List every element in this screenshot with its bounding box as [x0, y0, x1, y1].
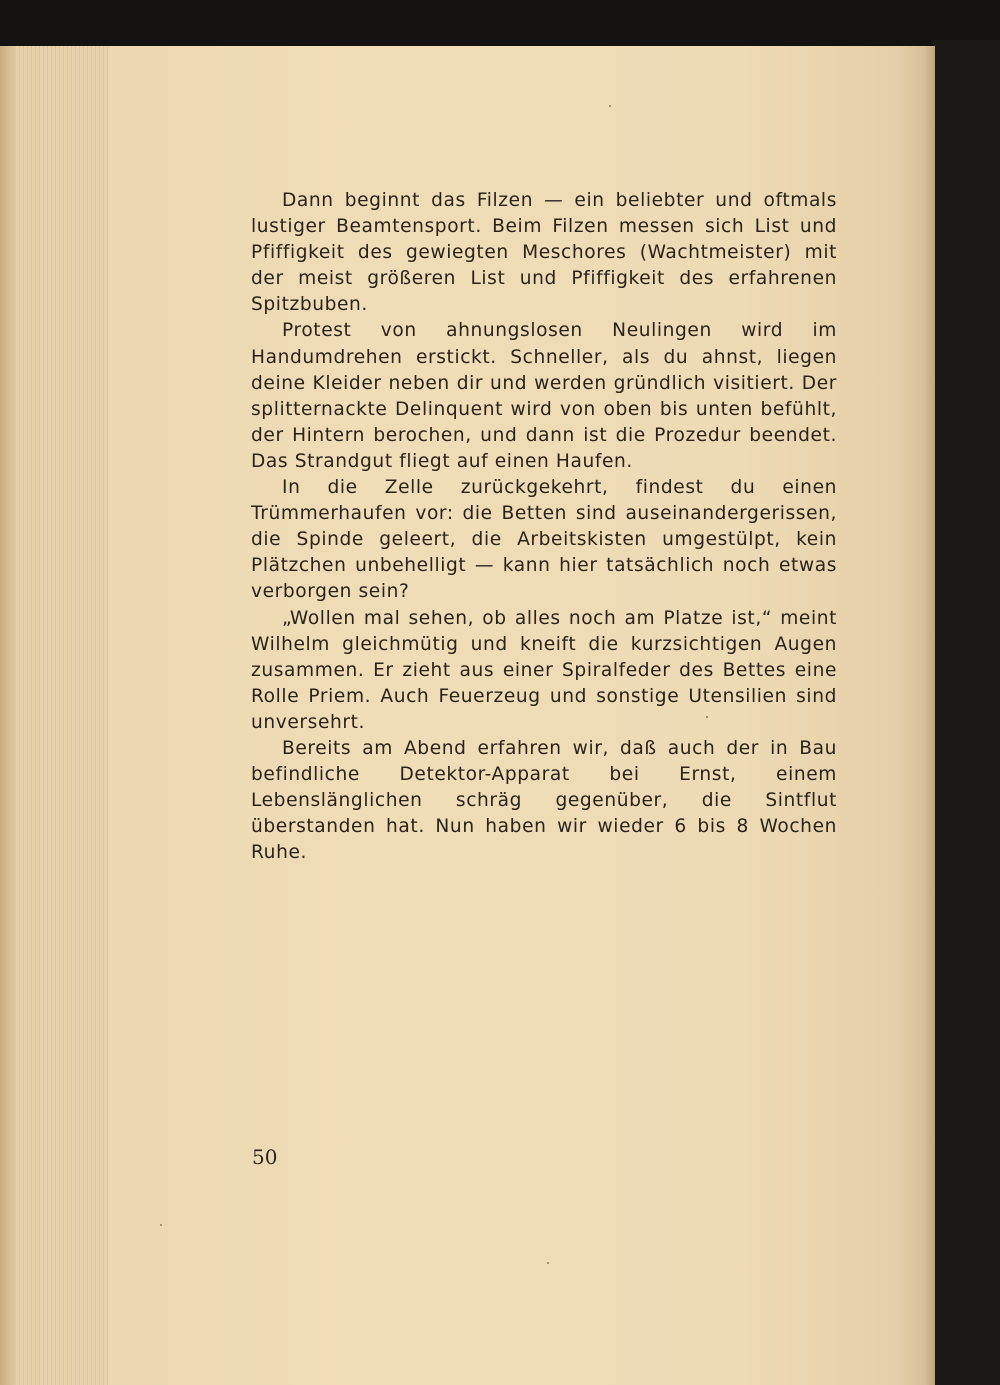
paragraph: Dann beginnt das Filzen — ein beliebter und oftmals lustiger Beamtensport. Beim Filzen messen sich List und Pfiffigkeit des gewiegten Meschores (Wachtmeister) mit der meist größeren List und Pfiffigkeit des erfahrenen Spitzbuben.: [251, 190, 837, 316]
page-edge-shadow: [0, 46, 16, 1385]
paragraph: Bereits am Abend erfahren wir, daß auch der in Bau befindliche Detektor-Apparat bei Ernst, einem Lebenslänglichen schräg gegenüber, die Sintflut überstanden hat. Nun haben wir wieder 6 bis 8 Wochen Ruhe.: [251, 737, 837, 864]
paper-speck: [609, 105, 611, 107]
page-number: 50: [252, 1145, 278, 1169]
book-cover-edge: [933, 40, 1000, 1385]
body-text: [251, 188, 837, 866]
stacked-page-edges: [0, 46, 110, 1385]
paragraph: In die Zelle zurückgekehrt, findest du einen Trümmerhaufen vor: die Betten sind auseinandergerissen, die Spinde geleert, die Arbeitskisten umgestülpt, kein Plätzchen unbehelligt — kann hier tatsächlich noch etwas verborgen sein?: [251, 477, 837, 603]
paper-speck: [547, 1262, 549, 1264]
paragraph: „Wollen mal sehen, ob alles noch am Platze ist,“ meint Wilhelm gleichmütig und kneift die kurzsichtigen Augen zusammen. Er zieht aus einer Spiralfeder des Bettes eine Rolle Priem. Auch Feuerzeug und sonstige Utensilien sind unversehrt.: [251, 607, 837, 733]
scan-background-top: [0, 0, 1000, 50]
paper-speck: [160, 1224, 162, 1226]
paragraph: Protest von ahnungslosen Neulingen wird im Handumdrehen erstickt. Schneller, als du ahnst, liegen deine Kleider neben dir und werden gründlich visitiert. Der splitternackte Delinquent wird von oben bis unten befühlt, der Hintern berochen, und dann ist die Prozedur beendet. Das Strandgut fliegt auf einen Haufen.: [251, 320, 837, 472]
